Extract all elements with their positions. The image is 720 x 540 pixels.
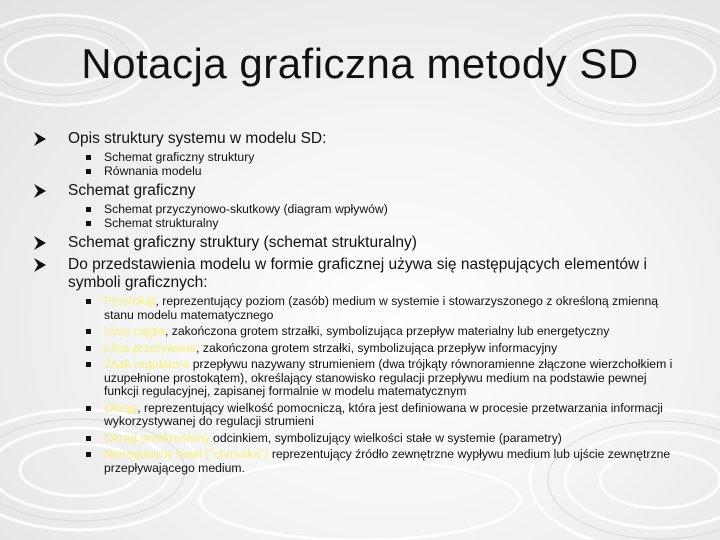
element-term: Prostokąt <box>104 294 156 308</box>
element-term: Okrąg <box>104 400 138 415</box>
square-bullet-icon <box>86 346 91 351</box>
square-bullet-icon <box>86 329 91 334</box>
element-description: , zakończona grotem strzałki, symbolizująca przepływ informacyjny <box>196 340 558 355</box>
slide-content <box>34 126 684 479</box>
sub-bullet-item <box>34 203 684 217</box>
element-term: Znak regulatora <box>104 357 190 371</box>
sub-bullet-text: Schemat graficzny struktury <box>104 150 255 164</box>
sub-bullet-item <box>34 217 684 231</box>
slide-title: Notacja graficzna metody SD <box>81 40 639 87</box>
bullet-item <box>34 234 684 252</box>
sub-list <box>34 203 684 230</box>
element-item-regulator <box>34 358 684 399</box>
element-term: Okrąg przekreślony <box>104 430 210 445</box>
sub-bullet-item <box>34 151 684 165</box>
square-bullet-icon <box>86 436 91 441</box>
arrow-bullet-icon <box>34 132 46 146</box>
square-bullet-icon <box>86 155 91 160</box>
square-bullet-icon <box>86 299 91 304</box>
square-bullet-icon <box>86 406 91 411</box>
element-item-solid-line <box>34 325 684 339</box>
element-term: Nieregularny owal ("chmurka") <box>104 447 269 461</box>
sub-bullet-text: Schemat strukturalny <box>104 215 219 230</box>
element-item-dashed-line <box>34 342 684 356</box>
element-description: , zakończona grotem strzałki, symbolizująca przepływ materialny lub energetyczny <box>164 324 610 338</box>
sub-list <box>34 151 684 178</box>
sub-bullet-text: Równania modelu <box>104 163 202 178</box>
square-bullet-icon <box>86 207 91 212</box>
element-description: odcinkiem, symbolizujący wielkości stałe w systemie (parametry) <box>209 430 562 445</box>
sub-bullet-text: Schemat przyczynowo-skutkowy (diagram wpływów) <box>104 202 388 216</box>
bullet-item <box>34 182 684 200</box>
sub-bullet-item <box>34 165 684 179</box>
element-term: Linia ciągła <box>104 324 165 338</box>
element-item-crossed-circle <box>34 432 684 446</box>
arrow-bullet-icon <box>34 236 46 250</box>
arrow-bullet-icon <box>34 258 46 272</box>
element-item-cloud <box>34 448 684 475</box>
bullet-item <box>34 256 684 292</box>
arrow-bullet-icon <box>34 184 46 198</box>
bullet-text: Do przedstawienia modelu w formie graficznej używa się następujących elementów i symboli graficznych: <box>68 256 647 291</box>
graphic-elements-list <box>34 295 684 475</box>
element-item-rectangle <box>34 295 684 322</box>
bullet-item <box>34 130 684 148</box>
bullet-text: Opis struktury systemu w modelu SD: <box>68 130 327 147</box>
element-description: reprezentujący źródło zewnętrzne wypływu medium lub ujście zewnętrzne przepływającego medium. <box>104 447 671 475</box>
element-item-circle <box>34 402 684 429</box>
element-description: , reprezentujący poziom (zasób) medium w systemie i stowarzyszonego z określoną zmienną stanu modelu matematycznego <box>104 294 659 322</box>
square-bullet-icon <box>86 169 91 174</box>
square-bullet-icon <box>86 362 91 367</box>
element-term: Linia przerywana <box>104 340 197 355</box>
bullet-text: Schemat graficzny <box>68 182 196 199</box>
bullet-text: Schemat graficzny struktury (schemat strukturalny) <box>68 234 417 251</box>
square-bullet-icon <box>86 452 91 457</box>
element-description: przepływu nazywany strumieniem (dwa trójkąty równoramienne złączone wierzchołkiem i uzupełnione prostokątem), określający stanowisko regulacji przepływu medium na podstawie pewnej funkcji regulacyjnej, zapisanej formalnie w modelu matematycznym <box>104 357 673 398</box>
square-bullet-icon <box>86 221 91 226</box>
element-description: , reprezentujący wielkość pomocniczą, która jest definiowana w procesie przetwarzania informacji wykorzystywanej do regulacji strumieni <box>104 400 663 428</box>
